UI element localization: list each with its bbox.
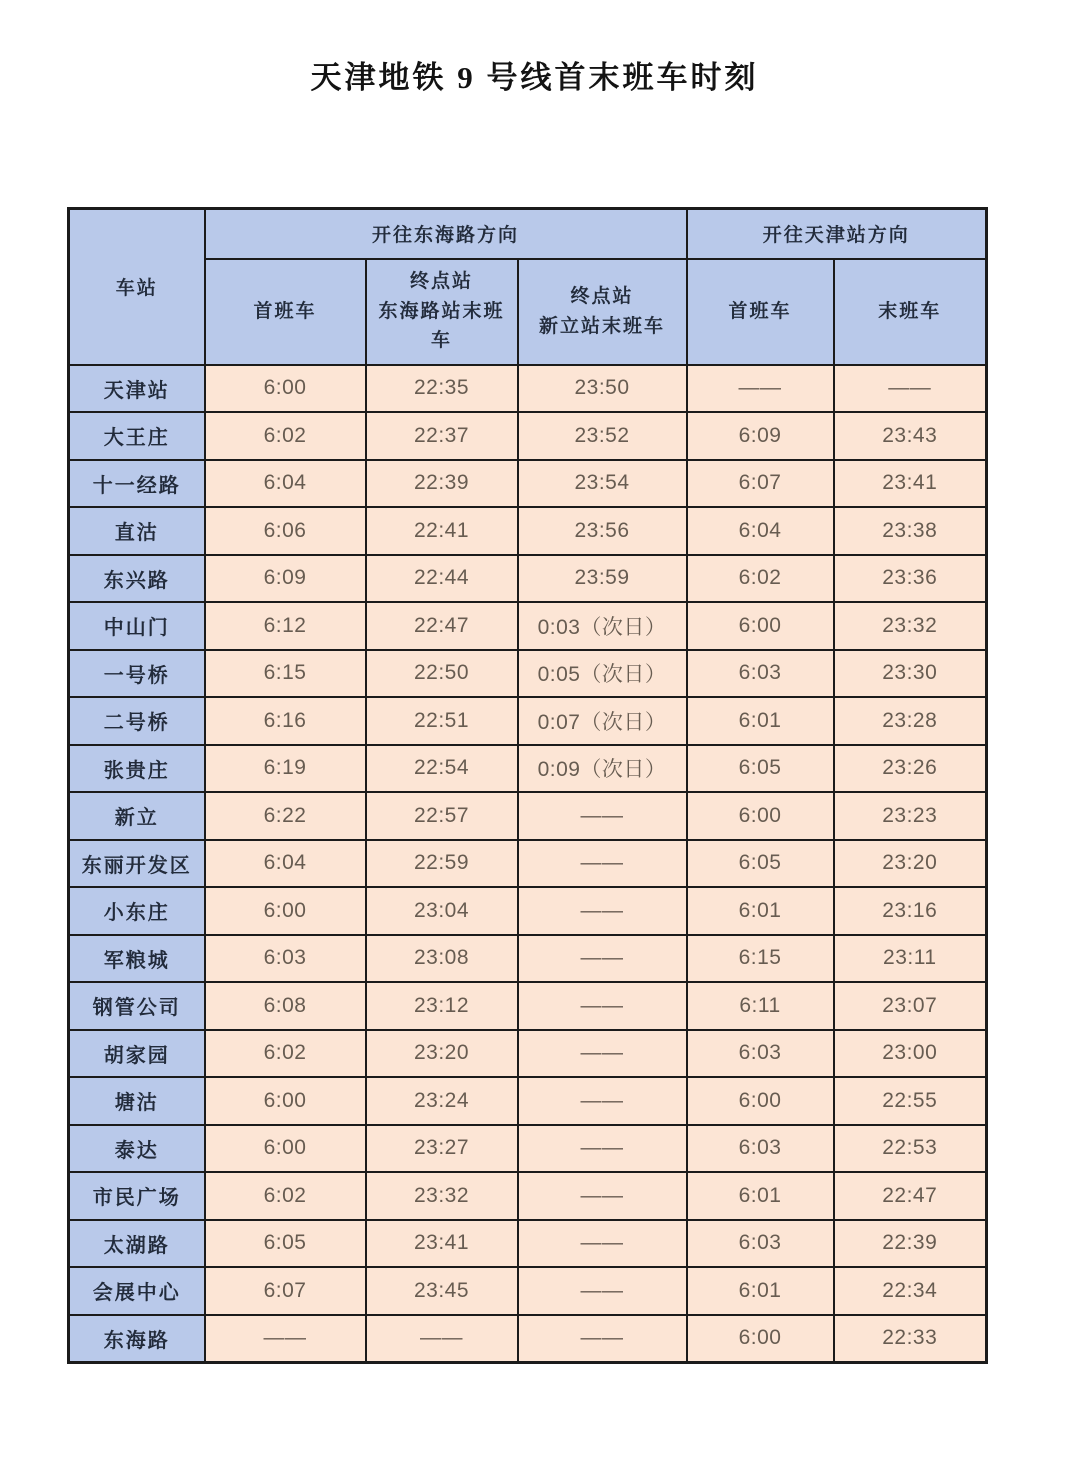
- station-name-cell: 市民广场: [69, 1172, 205, 1220]
- station-name-cell: 十一经路: [69, 460, 205, 508]
- sub-header-first-train-west: [687, 259, 834, 365]
- table-row: [69, 412, 987, 460]
- sub-header-last-train-donghailu: [366, 259, 518, 365]
- time-cell: 6:11: [687, 982, 834, 1030]
- time-cell: 6:01: [687, 1172, 834, 1220]
- time-cell: 22:47: [834, 1172, 987, 1220]
- time-cell: ——: [205, 1315, 366, 1363]
- table-row: [69, 365, 987, 413]
- time-cell: 6:15: [205, 650, 366, 698]
- time-cell: 6:02: [205, 412, 366, 460]
- table-row: [69, 982, 987, 1030]
- time-cell: 23:32: [366, 1172, 518, 1220]
- time-cell: 23:04: [366, 887, 518, 935]
- table-row: [69, 1125, 987, 1173]
- table-row: [69, 887, 987, 935]
- time-cell: 6:12: [205, 602, 366, 650]
- time-cell: 6:04: [687, 507, 834, 555]
- timetable-header: [69, 209, 987, 365]
- station-name-cell: 东兴路: [69, 555, 205, 603]
- time-cell: 6:00: [687, 1077, 834, 1125]
- time-cell: 6:00: [205, 1125, 366, 1173]
- table-row: [69, 1077, 987, 1125]
- time-cell: 6:03: [687, 1220, 834, 1268]
- sub-header-line: 末班车: [878, 300, 942, 322]
- time-cell: 23:26: [834, 745, 987, 793]
- timetable-body: [69, 365, 987, 1363]
- time-cell: 23:20: [834, 840, 987, 888]
- table-row: [69, 792, 987, 840]
- station-name-cell: 会展中心: [69, 1267, 205, 1315]
- station-name-cell: 钢管公司: [69, 982, 205, 1030]
- time-cell: 23:23: [834, 792, 987, 840]
- station-name-cell: 大王庄: [69, 412, 205, 460]
- table-row: [69, 650, 987, 698]
- time-cell: 6:04: [205, 840, 366, 888]
- sub-header-last-train-xinli: [518, 259, 687, 365]
- station-name-cell: 东丽开发区: [69, 840, 205, 888]
- time-cell: 22:47: [366, 602, 518, 650]
- direction-group-header-tianjinzhan: 开往天津站方向: [687, 209, 987, 259]
- station-name-cell: 军粮城: [69, 935, 205, 983]
- table-row: [69, 1172, 987, 1220]
- time-cell: 6:09: [205, 555, 366, 603]
- sub-header-first-train-east: [205, 259, 366, 365]
- time-cell: 6:03: [687, 1030, 834, 1078]
- time-cell: ——: [518, 792, 687, 840]
- time-cell: 6:07: [205, 1267, 366, 1315]
- table-row: [69, 1315, 987, 1363]
- table-row: [69, 460, 987, 508]
- time-cell: 0:05（次日）: [518, 650, 687, 698]
- time-cell: 6:16: [205, 697, 366, 745]
- station-name-cell: 泰达: [69, 1125, 205, 1173]
- time-cell: 22:41: [366, 507, 518, 555]
- time-cell: 6:00: [687, 602, 834, 650]
- time-cell: 6:03: [687, 1125, 834, 1173]
- time-cell: 6:00: [205, 887, 366, 935]
- table-row: [69, 745, 987, 793]
- time-cell: 23:45: [366, 1267, 518, 1315]
- time-cell: ——: [518, 1125, 687, 1173]
- time-cell: 23:59: [518, 555, 687, 603]
- page-title: 天津地铁 9 号线首末班车时刻: [310, 60, 759, 95]
- time-cell: ——: [518, 1220, 687, 1268]
- time-cell: 22:57: [366, 792, 518, 840]
- time-cell: 6:01: [687, 697, 834, 745]
- station-name-cell: 塘沽: [69, 1077, 205, 1125]
- time-cell: ——: [518, 982, 687, 1030]
- time-cell: 6:00: [205, 1077, 366, 1125]
- table-row: [69, 697, 987, 745]
- time-cell: 23:41: [366, 1220, 518, 1268]
- time-cell: 6:05: [687, 840, 834, 888]
- time-cell: 6:06: [205, 507, 366, 555]
- time-cell: 23:43: [834, 412, 987, 460]
- time-cell: 0:07（次日）: [518, 697, 687, 745]
- station-name-cell: 中山门: [69, 602, 205, 650]
- time-cell: 23:52: [518, 412, 687, 460]
- time-cell: 23:16: [834, 887, 987, 935]
- table-row: [69, 1030, 987, 1078]
- time-cell: ——: [518, 1077, 687, 1125]
- time-cell: 22:39: [366, 460, 518, 508]
- sub-header-line: 终点站: [570, 286, 634, 308]
- time-cell: 23:30: [834, 650, 987, 698]
- time-cell: 6:03: [687, 650, 834, 698]
- time-cell: 6:00: [687, 792, 834, 840]
- time-cell: 23:41: [834, 460, 987, 508]
- time-cell: ——: [518, 840, 687, 888]
- time-cell: 6:01: [687, 887, 834, 935]
- time-cell: 22:50: [366, 650, 518, 698]
- time-cell: 23:08: [366, 935, 518, 983]
- time-cell: 6:09: [687, 412, 834, 460]
- time-cell: 23:11: [834, 935, 987, 983]
- sub-header-line: 首班车: [728, 300, 792, 322]
- time-cell: 23:50: [518, 365, 687, 413]
- time-cell: ——: [518, 887, 687, 935]
- timetable: [67, 207, 988, 1364]
- table-row: [69, 555, 987, 603]
- time-cell: 22:44: [366, 555, 518, 603]
- time-cell: ——: [518, 1315, 687, 1363]
- table-row: [69, 1267, 987, 1315]
- time-cell: 22:34: [834, 1267, 987, 1315]
- time-cell: ——: [518, 1030, 687, 1078]
- station-name-cell: 直沽: [69, 507, 205, 555]
- time-cell: 23:28: [834, 697, 987, 745]
- time-cell: 23:32: [834, 602, 987, 650]
- time-cell: 23:38: [834, 507, 987, 555]
- station-name-cell: 一号桥: [69, 650, 205, 698]
- time-cell: 6:22: [205, 792, 366, 840]
- table-row: [69, 840, 987, 888]
- table-row: [69, 935, 987, 983]
- time-cell: ——: [687, 365, 834, 413]
- station-name-cell: 张贵庄: [69, 745, 205, 793]
- time-cell: 22:55: [834, 1077, 987, 1125]
- time-cell: 6:04: [205, 460, 366, 508]
- time-cell: ——: [834, 365, 987, 413]
- time-cell: 23:56: [518, 507, 687, 555]
- time-cell: 6:01: [687, 1267, 834, 1315]
- time-cell: ——: [366, 1315, 518, 1363]
- direction-group-header-donghailu: 开往东海路方向: [205, 209, 687, 259]
- time-cell: 23:00: [834, 1030, 987, 1078]
- time-cell: 6:05: [205, 1220, 366, 1268]
- sub-header-line: 终点站: [409, 271, 473, 293]
- time-cell: 23:12: [366, 982, 518, 1030]
- station-name-cell: 太湖路: [69, 1220, 205, 1268]
- time-cell: 23:07: [834, 982, 987, 1030]
- time-cell: 22:33: [834, 1315, 987, 1363]
- time-cell: 6:02: [205, 1030, 366, 1078]
- corner-header-cell: 车站: [69, 209, 205, 365]
- sub-header-line: 东海路站末班车: [378, 300, 505, 352]
- time-cell: 6:15: [687, 935, 834, 983]
- station-name-cell: 东海路: [69, 1315, 205, 1363]
- time-cell: 22:35: [366, 365, 518, 413]
- time-cell: 22:53: [834, 1125, 987, 1173]
- sub-header-last-train-west: [834, 259, 987, 365]
- time-cell: ——: [518, 1267, 687, 1315]
- direction-header-row: [69, 209, 987, 259]
- time-cell: 23:20: [366, 1030, 518, 1078]
- table-row: [69, 602, 987, 650]
- station-name-cell: 胡家园: [69, 1030, 205, 1078]
- station-name-cell: 天津站: [69, 365, 205, 413]
- time-cell: 22:39: [834, 1220, 987, 1268]
- time-cell: 6:02: [205, 1172, 366, 1220]
- time-cell: 6:00: [687, 1315, 834, 1363]
- time-cell: ——: [518, 935, 687, 983]
- sub-header-line: 首班车: [253, 300, 317, 322]
- time-cell: 23:24: [366, 1077, 518, 1125]
- time-cell: 23:54: [518, 460, 687, 508]
- time-cell: 23:27: [366, 1125, 518, 1173]
- station-name-cell: 二号桥: [69, 697, 205, 745]
- table-row: [69, 507, 987, 555]
- time-cell: 22:54: [366, 745, 518, 793]
- time-cell: 22:37: [366, 412, 518, 460]
- time-cell: 6:19: [205, 745, 366, 793]
- time-cell: 6:08: [205, 982, 366, 1030]
- time-cell: 0:09（次日）: [518, 745, 687, 793]
- time-cell: 22:59: [366, 840, 518, 888]
- time-cell: 6:03: [205, 935, 366, 983]
- time-cell: ——: [518, 1172, 687, 1220]
- time-cell: 6:02: [687, 555, 834, 603]
- time-cell: 0:03（次日）: [518, 602, 687, 650]
- sub-header-line: 新立站末班车: [539, 315, 666, 337]
- time-cell: 6:07: [687, 460, 834, 508]
- time-cell: 23:36: [834, 555, 987, 603]
- station-name-cell: 小东庄: [69, 887, 205, 935]
- time-cell: 6:00: [205, 365, 366, 413]
- time-cell: 22:51: [366, 697, 518, 745]
- time-cell: 6:05: [687, 745, 834, 793]
- sub-header-row: [69, 259, 987, 365]
- station-name-cell: 新立: [69, 792, 205, 840]
- table-row: [69, 1220, 987, 1268]
